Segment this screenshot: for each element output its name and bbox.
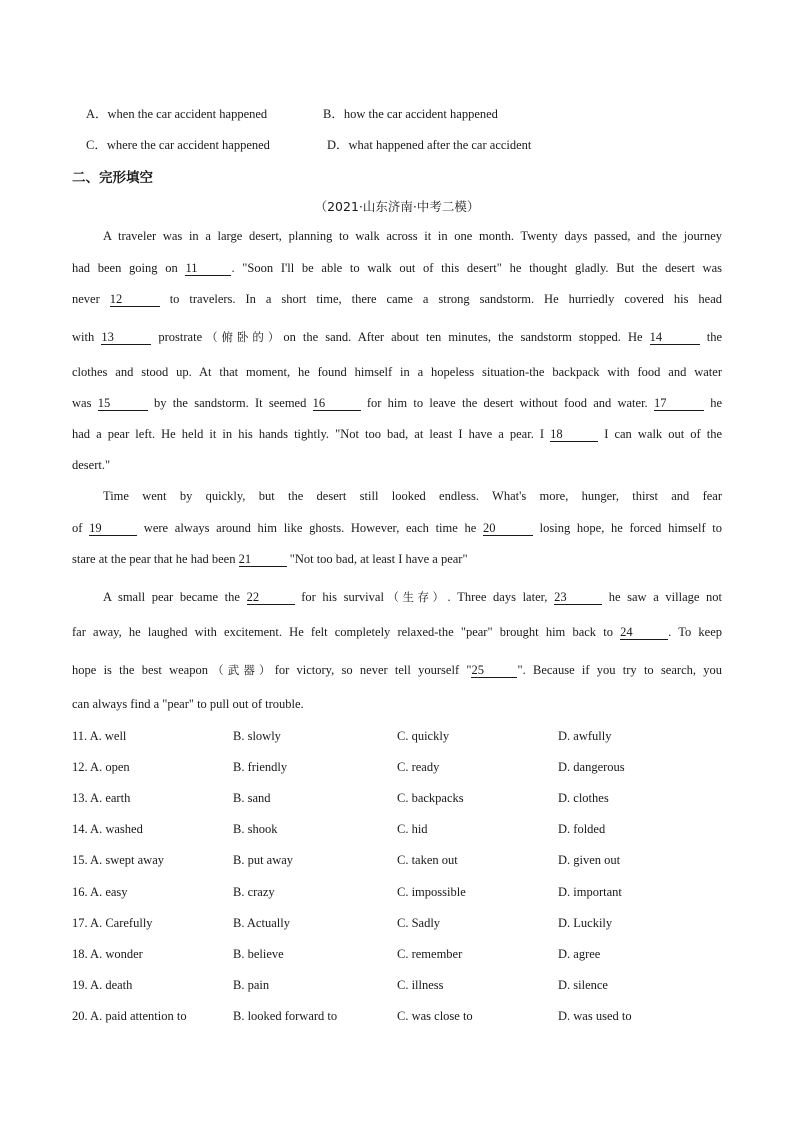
question-row-13 xyxy=(72,791,722,807)
passage-line: A small pear became the 22 for his survival（生存）. Three days later, 23 he saw a village not xyxy=(103,590,723,604)
blank-19: 19 xyxy=(89,522,137,536)
question-17-option-d[interactable]: D. Luckily xyxy=(558,916,613,930)
prev-option-c: C．where the car accident happened xyxy=(86,138,270,152)
passage-line: had a pear left. He held it in his hands tightly. "Not too bad, at least I have a pear. I 18 I can walk out of the xyxy=(72,427,723,441)
question-17-option-c[interactable]: C. Sadly xyxy=(397,916,441,930)
passage-line: desert." xyxy=(72,458,111,472)
question-20-option-b[interactable]: B. looked forward to xyxy=(233,1009,338,1023)
blank-21: 21 xyxy=(239,553,287,567)
passage-line: Time went by quickly, but the desert still looked endless. What's more, hunger, thirst and fear xyxy=(103,489,722,503)
passage-line: was 15 by the sandstorm. It seemed 16 for him to leave the desert without food and water. 17 he xyxy=(72,396,722,410)
prev-option-a: A．when the car accident happened xyxy=(86,107,268,121)
blank-13: 13 xyxy=(101,331,151,345)
question-14-option-a[interactable]: 14. A. washed xyxy=(72,822,143,836)
question-row-11 xyxy=(72,729,722,745)
blank-17: 17 xyxy=(654,397,704,411)
blank-16: 16 xyxy=(313,397,361,411)
question-16-option-c[interactable]: C. impossible xyxy=(397,885,466,899)
blank-12: 12 xyxy=(110,293,160,307)
passage-source: （2021·山东济南·中考二模） xyxy=(314,199,480,214)
question-16-option-b[interactable]: B. crazy xyxy=(233,885,275,899)
question-12-option-d[interactable]: D. dangerous xyxy=(558,760,625,774)
question-16-option-d[interactable]: D. important xyxy=(558,885,622,899)
passage-line: far away, he laughed with excitement. He felt completely relaxed-the "pear" brought him back to 24 . To keep xyxy=(72,625,722,639)
question-16-option-a[interactable]: 16. A. easy xyxy=(72,885,128,899)
question-17-option-a[interactable]: 17. A. Carefully xyxy=(72,916,153,930)
question-row-20 xyxy=(72,1009,722,1025)
question-11-option-c[interactable]: C. quickly xyxy=(397,729,450,743)
question-19-option-c[interactable]: C. illness xyxy=(397,978,444,992)
question-13-option-b[interactable]: B. sand xyxy=(233,791,271,805)
prev-option-b: B．how the car accident happened xyxy=(323,107,498,121)
question-row-19 xyxy=(72,978,722,994)
question-19-option-b[interactable]: B. pain xyxy=(233,978,270,992)
passage-line: never 12 to travelers. In a short time, there came a strong sandstorm. He hurriedly covered his head xyxy=(72,292,723,306)
question-19-option-a[interactable]: 19. A. death xyxy=(72,978,133,992)
blank-22: 22 xyxy=(247,591,295,605)
question-11-option-a[interactable]: 11. A. well xyxy=(72,729,127,743)
question-15-option-c[interactable]: C. taken out xyxy=(397,853,458,867)
question-15-option-a[interactable]: 15. A. swept away xyxy=(72,853,164,867)
question-row-14 xyxy=(72,822,722,838)
passage-line: stare at the pear that he had been 21 "Not too bad, at least I have a pear" xyxy=(72,552,468,566)
question-11-option-d[interactable]: D. awfully xyxy=(558,729,612,743)
passage-line: A traveler was in a large desert, planning to walk across it in one month. Twenty days passed, and the journey xyxy=(103,229,722,243)
blank-11: 11 xyxy=(185,262,231,276)
question-14-option-b[interactable]: B. shook xyxy=(233,822,278,836)
blank-23: 23 xyxy=(554,591,602,605)
blank-18: 18 xyxy=(550,428,598,442)
passage-line: had been going on 11 . "Soon I'll be able to walk out of this desert" he thought gladly. But the desert was xyxy=(72,261,723,275)
blank-20: 20 xyxy=(483,522,533,536)
blank-25: 25 xyxy=(471,664,517,678)
question-20-option-c[interactable]: C. was close to xyxy=(397,1009,473,1023)
question-14-option-d[interactable]: D. folded xyxy=(558,822,606,836)
section-title: 二、完形填空 xyxy=(72,170,153,186)
passage-line: can always find a "pear" to pull out of trouble. xyxy=(72,697,304,711)
question-20-option-a[interactable]: 20. A. paid attention to xyxy=(72,1009,187,1023)
question-14-option-c[interactable]: C. hid xyxy=(397,822,428,836)
question-13-option-c[interactable]: C. backpacks xyxy=(397,791,464,805)
question-20-option-d[interactable]: D. was used to xyxy=(558,1009,632,1023)
question-row-17 xyxy=(72,916,722,932)
prev-option-d: D．what happened after the car accident xyxy=(327,138,532,152)
question-18-option-d[interactable]: D. agree xyxy=(558,947,601,961)
question-row-16 xyxy=(72,885,722,901)
question-12-option-c[interactable]: C. ready xyxy=(397,760,440,774)
question-13-option-a[interactable]: 13. A. earth xyxy=(72,791,131,805)
blank-15: 15 xyxy=(98,397,148,411)
passage-line: clothes and stood up. At that moment, he found himself in a hopeless situation-the backpack with food and water xyxy=(72,365,722,379)
question-18-option-c[interactable]: C. remember xyxy=(397,947,463,961)
passage-line: of 19 were always around him like ghosts. However, each time he 20 losing hope, he forced himself to xyxy=(72,521,723,535)
question-12-option-a[interactable]: 12. A. open xyxy=(72,760,130,774)
question-15-option-b[interactable]: B. put away xyxy=(233,853,294,867)
question-15-option-d[interactable]: D. given out xyxy=(558,853,621,867)
question-11-option-b[interactable]: B. slowly xyxy=(233,729,281,743)
blank-14: 14 xyxy=(650,331,700,345)
question-17-option-b[interactable]: B. Actually xyxy=(233,916,290,930)
question-18-option-a[interactable]: 18. A. wonder xyxy=(72,947,143,961)
question-13-option-d[interactable]: D. clothes xyxy=(558,791,609,805)
question-row-18 xyxy=(72,947,722,963)
passage-line: hope is the best weapon（武器）for victory, so never tell yourself "25 ". Because if you try to search, you xyxy=(72,663,723,677)
question-row-15 xyxy=(72,853,722,869)
passage-line: with 13 prostrate（俯卧的）on the sand. After about ten minutes, the sandstorm stopped. He 14 the xyxy=(72,330,723,344)
question-18-option-b[interactable]: B. believe xyxy=(233,947,284,961)
question-12-option-b[interactable]: B. friendly xyxy=(233,760,288,774)
question-row-12 xyxy=(72,760,722,776)
blank-24: 24 xyxy=(620,626,668,640)
question-19-option-d[interactable]: D. silence xyxy=(558,978,608,992)
